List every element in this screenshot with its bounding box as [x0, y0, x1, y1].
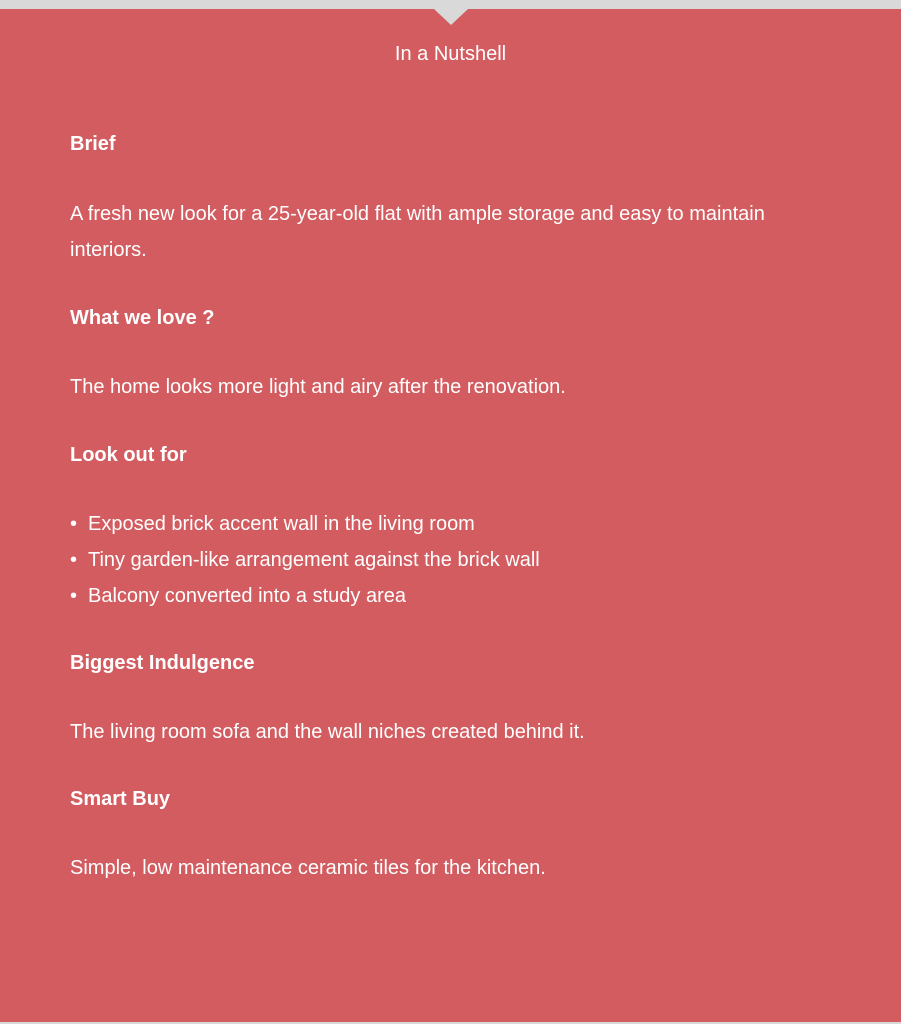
section-text-what-we-love: The home looks more light and airy after the renovation.	[70, 376, 566, 398]
list-item	[70, 506, 540, 542]
page-title: In a Nutshell	[394, 43, 507, 65]
list-item-text: Exposed brick accent wall in the living room	[88, 513, 475, 535]
section-heading-brief: Brief	[70, 133, 116, 155]
list-item	[70, 542, 540, 578]
list-item-text: Balcony converted into a study area	[88, 585, 406, 607]
nutshell-card	[0, 9, 901, 1022]
section-text-smart-buy: Simple, low maintenance ceramic tiles for the kitchen.	[70, 857, 546, 879]
section-heading-look-out-for: Look out for	[70, 444, 187, 466]
bullet-icon: •	[70, 549, 78, 571]
section-heading-biggest-indulgence: Biggest Indulgence	[70, 652, 255, 674]
bullet-icon: •	[70, 513, 78, 535]
section-heading-smart-buy: Smart Buy	[70, 788, 171, 810]
list-item	[70, 578, 540, 614]
pointer-arrow	[434, 9, 468, 25]
look-out-for-list	[70, 506, 540, 614]
list-item-text: Tiny garden-like arrangement against the brick wall	[88, 549, 540, 571]
section-heading-what-we-love: What we love ?	[70, 307, 215, 329]
section-text-brief: A fresh new look for a 25-year-old flat with ample storage and easy to maintain interiors.	[70, 203, 765, 261]
bullet-icon: •	[70, 585, 78, 607]
section-text-biggest-indulgence: The living room sofa and the wall niches created behind it.	[70, 721, 585, 743]
